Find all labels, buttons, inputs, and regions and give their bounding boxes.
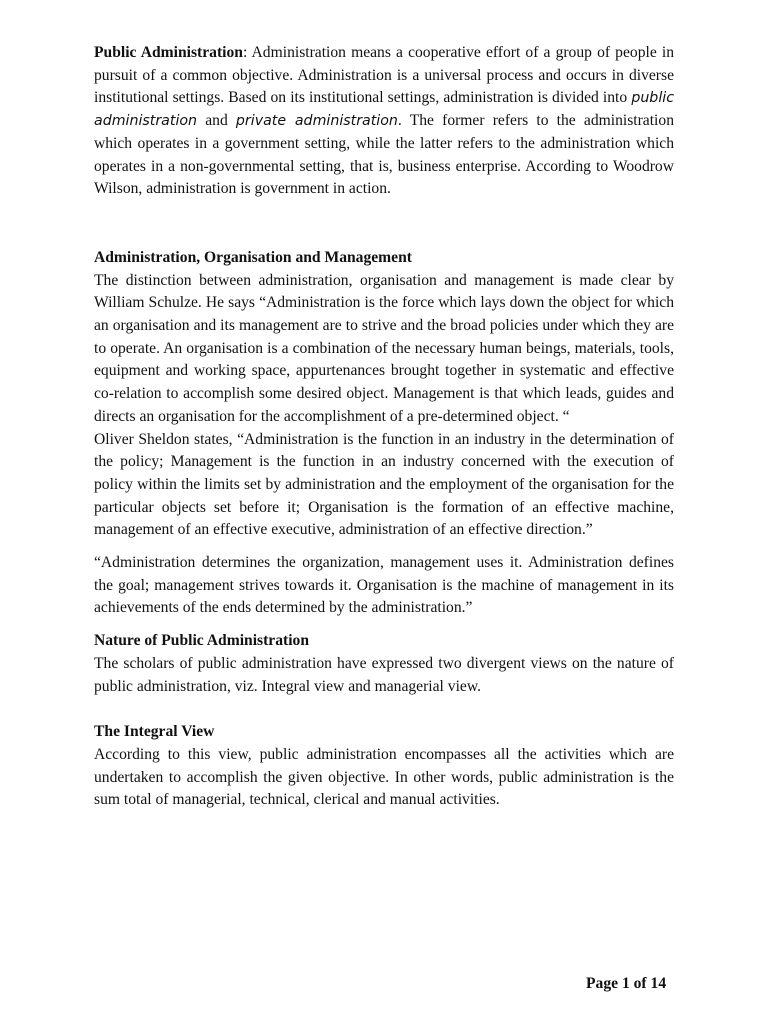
- intro-paragraph: [94, 42, 674, 201]
- heading-nature-public-admin: Nature of Public Administration: [94, 632, 309, 650]
- sheldon-paragraph: Oliver Sheldon states, “Administration is the function in an industry in the determination of the policy; Management is the function in an industry concerned with the execution of policy within the limits set by administration and the employment of the organisation for the particular objects set before it; Organisation is the formation of an effective machine, management of an effective executive, administration of an effective direction.”: [94, 430, 674, 539]
- quote-paragraph: “Administration determines the organization, management uses it. Administration defines the goal; management strives towards it. Organisation is the machine of management in its achievements of the ends determined by the administration.”: [94, 554, 674, 617]
- document-page: [94, 42, 674, 812]
- heading-admin-org-mgmt: Administration, Organisation and Management: [94, 248, 412, 266]
- intro-text-part-c: . The former refers to the administration which operates in a government setting, while the latter refers to the administration which operates in a non-governmental setting, that is, business enterprise. According to Woodrow Wilson, administration is government in action.: [94, 112, 674, 198]
- intro-text-part-b: and: [197, 112, 236, 130]
- term-private-administration: private administration: [235, 113, 398, 130]
- term-public-administration: public administration: [94, 90, 674, 130]
- intro-text-part-a: : Administration means a cooperative effort of a group of people in pursuit of a common objective. Administration is a universal process and occurs in diverse institutional settings. Based on its institutional settings, administration is divided into: [94, 44, 674, 107]
- page-number: Page 1 of 14: [586, 975, 667, 992]
- heading-integral-view: The Integral View: [94, 723, 215, 741]
- nature-paragraph: The scholars of public administration have expressed two divergent views on the nature of public administration, viz. Integral view and managerial view.: [94, 654, 674, 695]
- schulze-paragraph: The distinction between administration, organisation and management is made clear by William Schulze. He says “Administration is the force which lays down the object for which an organisation and its management are to strive and the broad policies under which they are to operate. An organisation is a combination of the necessary human beings, materials, tools, equipment and working space, appurtenances brought together in systematic and effective co-relation to accomplish some desired object. Management is that which leads, guides and directs an organisation for the accomplishment of a pre-determined object. “: [94, 271, 674, 425]
- integral-view-paragraph: According to this view, public administration encompasses all the activities which are undertaken to accomplish the given objective. In other words, public administration is the sum total of managerial, technical, clerical and manual activities.: [94, 745, 674, 809]
- intro-lead-term: Public Administration: [94, 44, 243, 61]
